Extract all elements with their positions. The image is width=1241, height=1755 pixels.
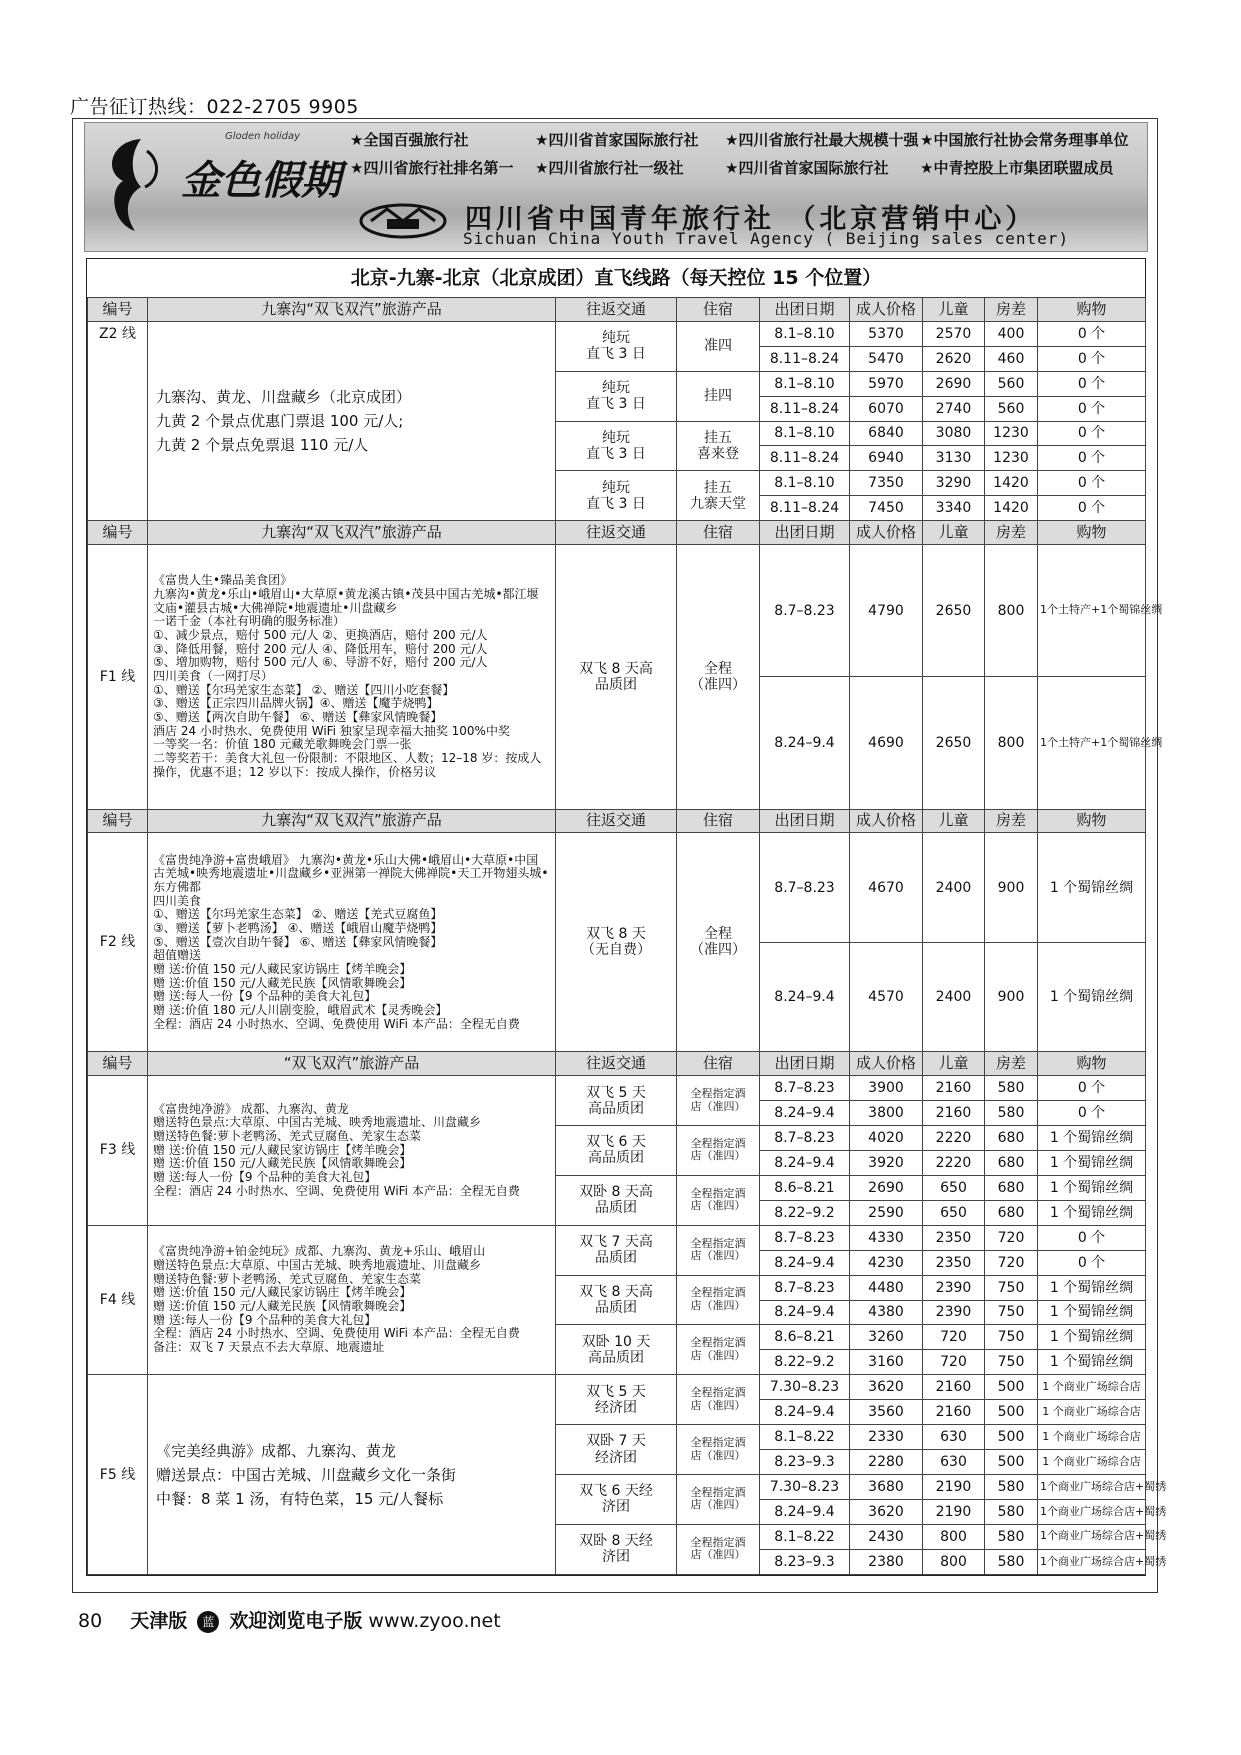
route-description: 《富贵纯净游+铂金纯玩》成都、九寨沟、黄龙+乐山、峨眉山 赠送特色景点:大草原、中国古羌城、映秀地震遗址、川盘藏乡 赠送特色餐:萝卜老鸭汤、羌式豆腐鱼、羌家生态菜 赠 送:价值 150 元/人藏民家访锅庄【烤羊晚会】 赠 送:价值 150 元/人藏羌民族【风情歌舞晚会】 赠 送:每人一份【9 个品种的美食大礼包】 全程：酒店 24 小时热水、空调、免费使用 WiFi 本产品：全程无自费 备注：双飞 7 天景点不去大草原、地震遗址 [148,1225,556,1375]
agency-name-en: Sichuan China Youth Travel Agency ( Beijing sales center) [463,229,1070,248]
honor-badge: ★四川省首家国际旅行社 [535,131,699,149]
transport-cell: 双飞 6 天经 济团 [556,1474,677,1524]
hotel-cell: 全程指定酒 店（准四） [677,1524,760,1574]
page-number: 80 [78,1610,103,1632]
welcome-text: 欢迎浏览电子版 [229,1610,363,1632]
route-description: 《富贵人生•臻品美食团》 九寨沟•黄龙•乐山•峨眉山•大草原•黄龙溪古镇•茂县中国古羌城•都江堰文庙•灌县古城•大佛禅院•地震遗址•川盘藏乡 一诺千金（本社有明确的服务标准） ①、减少景点，赔付 500 元/人 ②、更换酒店，赔付 200 元/人 ③、降低用餐，赔付 200 元/人 ④、降低用车，赔付 200 元/人 ⑤、增加购物，赔付 500 元/人 ⑥、导游不好，赔付 200 元/人 四川美食（一网打尽） ①、赠送【尔玛羌家生态菜】 ②、赠送【四川小吃套餐】 ③、赠送【正宗四川品牌火锅】④、赠送【魔芋烧鸭】 ⑤、赠送【两次自助午餐】 ⑥、赠送【彝家风情晚餐】 酒店 24 小时热水、免费使用 WiFi 独家呈现幸福大抽奖 100%中奖 一等奖一名：价值 180 元藏羌歌舞晚会门票一张 二等奖若干：美食大礼包一份限制：不限地区、人数；12–18 岁：按成人操作，优惠不退；12 岁以下：按成人操作，价格另议 [148,545,556,810]
route-code: F4 线 [88,1225,148,1375]
transport-cell: 纯玩 直飞 3 日 [556,371,677,421]
hotel-cell: 全程指定酒 店（准四） [677,1425,760,1475]
table-row: 8.24–9.4 4230 2350 720 0 个 [88,1250,1146,1275]
table-row: 8.11–8.24 6070 2740 560 0 个 [88,396,1146,421]
transport-cell: 双飞 8 天高 品质团 [556,1275,677,1325]
route-description: 《富贵纯净游+富贵峨眉》 九寨沟•黄龙•乐山大佛•峨眉山•大草原•中国古羌城•映秀地震遗址•川盘藏乡•亚洲第一禅院大佛禅院•天工开物翅头城•东方佛都 四川美食 ①、赠送【尔玛羌家生态菜】 ②、赠送【羌式豆腐鱼】 ③、赠送【萝卜老鸭汤】 ④、赠送【峨眉山魔芋烧鸭】 ⑤、赠送【壹次自助午餐】 ⑥、赠送【彝家风情晚餐】 超值赠送 赠 送:价值 150 元/人藏民家访锅庄【烤羊晚会】 赠 送:价值 150 元/人藏羌民族【风情歌舞晚会】 赠 送:每人一份【9 个品种的美食大礼包】 赠 送:价值 180 元/人川剧变脸，峨眉武术【灵秀晚会】 全程：酒店 24 小时热水、空调、免费使用 WiFi 本产品：全程无自费 [148,833,556,1052]
agency-banner [84,122,1148,252]
table-row: 8.24–9.4 3620 2190 580 1个商业广场综合店+蜀绣 [88,1499,1146,1524]
hotel-cell: 挂四 [677,371,760,421]
table-title: 北京-九寨-北京（北京成团）直飞线路（每天控位 15 个位置） [87,259,1145,298]
hotel-cell: 全程指定酒 店（准四） [677,1126,760,1176]
transport-cell: 双卧 8 天高 品质团 [556,1175,677,1225]
table-row: 8.24–9.4 3560 2160 500 1 个商业广场综合店 [88,1400,1146,1425]
butterfly-logo-icon [101,131,165,241]
table-row: 双卧 10 天 高品质团 全程指定酒 店（准四） 8.6–8.21 3260 720 750 1 个蜀锦丝绸 [88,1325,1146,1350]
table-row: F4 线 《富贵纯净游+铂金纯玩》成都、九寨沟、黄龙+乐山、峨眉山 赠送特色景点:大草原、中国古羌城、映秀地震遗址、川盘藏乡 赠送特色餐:萝卜老鸭汤、羌式豆腐鱼、羌家生态菜 赠 送:价值 150 元/人藏民家访锅庄【烤羊晚会】 赠 送:价值 150 元/人藏羌民族【风情歌舞晚会】 赠 送:每人一份【9 个品种的美食大礼包】 全程：酒店 24 小时热水、空调、免费使用 WiFi 本产品：全程无自费 备注：双飞 7 天景点不去大草原、地震遗址 双飞 7 天高 品质团 全程指定酒 店（准四） 8.7–8.23 4330 2350 720 0 个 [88,1225,1146,1250]
logo-english: Gloden holiday [225,131,301,142]
table-row: 8.24–9.4 4690 2650 800 1个土特产+1个蜀锦丝绸 [88,677,1146,809]
table-row: 8.24–9.4 4570 2400 900 1 个蜀锦丝绸 [88,942,1146,1051]
table-header-row: 编号 “双飞双汽”旅游产品 往返交通 住宿 出团日期 成人价格 儿童 房差 购物 [88,1052,1146,1076]
honor-badge: ★全国百强旅行社 [350,131,469,149]
transport-cell: 纯玩 直飞 3 日 [556,471,677,521]
table-header-row: 编号 九寨沟“双飞双汽”旅游产品 往返交通 住宿 出团日期 成人价格 儿童 房差 购物 [88,809,1146,833]
table-row: 8.24–9.4 4380 2390 750 1 个蜀锦丝绸 [88,1300,1146,1325]
edition-badge-icon: 蓝 [197,1611,219,1633]
table-row: 8.11–8.24 6940 3130 1230 0 个 [88,446,1146,471]
logo-chinese: 金色假期 [181,157,341,204]
edition-label: 天津版 [130,1610,188,1632]
table-row: F2 线 《富贵纯净游+富贵峨眉》 九寨沟•黄龙•乐山大佛•峨眉山•大草原•中国古羌城•映秀地震遗址•川盘藏乡•亚洲第一禅院大佛禅院•天工开物翅头城•东方佛都 四川美食 ①、赠送【尔玛羌家生态菜】 ②、赠送【羌式豆腐鱼】 ③、赠送【萝卜老鸭汤】 ④、赠送【峨眉山魔芋烧鸭】 ⑤、赠送【壹次自助午餐】 ⑥、赠送【彝家风情晚餐】 超值赠送 赠 送:价值 150 元/人藏民家访锅庄【烤羊晚会】 赠 送:价值 150 元/人藏羌民族【风情歌舞晚会】 赠 送:每人一份【9 个品种的美食大礼包】 赠 送:价值 180 元/人川剧变脸，峨眉武术【灵秀晚会】 全程：酒店 24 小时热水、空调、免费使用 WiFi 本产品：全程无自费 双飞 8 天 （无自费） 全程 （准四） 8.7–8.23 4670 2400 900 1 个蜀锦丝绸 [88,833,1146,942]
transport-cell: 双飞 8 天高 品质团 [556,545,677,810]
table-header-row: 编号 九寨沟“双飞双汽”旅游产品 往返交通 住宿 出团日期 成人价格 儿童 房差 购物 [88,521,1146,545]
transport-cell: 双飞 6 天 高品质团 [556,1126,677,1176]
transport-cell: 纯玩 直飞 3 日 [556,321,677,371]
page-footer [78,1606,501,1633]
table-row: 8.23–9.3 2280 630 500 1 个商业广场综合店 [88,1450,1146,1475]
honor-badge: ★中国旅行社协会常务理事单位 [920,131,1129,149]
hotel-cell: 全程 （准四） [677,833,760,1052]
table-row: 双卧 7 天 经济团 全程指定酒 店（准四） 8.1–8.22 2330 630 500 1 个商业广场综合店 [88,1425,1146,1450]
website-link[interactable]: www.zyoo.net [368,1610,501,1632]
transport-cell: 双卧 10 天 高品质团 [556,1325,677,1375]
table-row: 8.22–9.2 3160 720 750 1 个蜀锦丝绸 [88,1350,1146,1375]
table-row: F3 线 《富贵纯净游》 成都、九寨沟、黄龙 赠送特色景点:大草原、中国古羌城、映秀地震遗址、川盘藏乡 赠送特色餐:萝卜老鸭汤、羌式豆腐鱼、羌家生态菜 赠 送:价值 150 元/人藏民家访锅庄【烤羊晚会】 赠 送:价值 150 元/人藏羌民族【风情歌舞晚会】 赠 送:每人一份【9 个品种的美食大礼包】 全程：酒店 24 小时热水、空调、免费使用 WiFi 本产品：全程无自费 双飞 5 天 高品质团 全程指定酒 店（准四） 8.7–8.23 3900 2160 580 0 个 [88,1076,1146,1101]
transport-cell: 双飞 5 天 经济团 [556,1375,677,1425]
route-description: 《完美经典游》成都、九寨沟、黄龙 赠送景点：中国古羌城、川盘藏乡文化一条街 中餐：8 菜 1 汤，有特色菜，15 元/人餐标 [148,1375,556,1575]
table-row: 双飞 8 天高 品质团 全程指定酒 店（准四） 8.7–8.23 4480 2390 750 1 个蜀锦丝绸 [88,1275,1146,1300]
hotel-cell: 全程指定酒 店（准四） [677,1474,760,1524]
table-row: 8.22–9.2 2590 650 680 1 个蜀锦丝绸 [88,1200,1146,1225]
table-row: 8.24–9.4 3920 2220 680 1 个蜀锦丝绸 [88,1150,1146,1175]
route-code: F3 线 [88,1076,148,1226]
table-row: 纯玩 直飞 3 日 挂四 8.1–8.10 5970 2690 560 0 个 [88,371,1146,396]
hotel-cell: 准四 [677,321,760,371]
table-row: 双飞 6 天 高品质团 全程指定酒 店（准四） 8.7–8.23 4020 2220 680 1 个蜀锦丝绸 [88,1126,1146,1151]
hotel-cell: 全程指定酒 店（准四） [677,1175,760,1225]
honor-badge: ★四川省首家国际旅行社 [725,159,889,177]
agency-name-cn: 四川省中国青年旅行社 （北京营销中心） [465,204,1037,235]
transport-cell: 纯玩 直飞 3 日 [556,421,677,471]
table-row: 纯玩 直飞 3 日 挂五 喜来登 8.1–8.10 6840 3080 1230 0 个 [88,421,1146,446]
hotel-cell: 全程指定酒 店（准四） [677,1225,760,1275]
table-header-row: 编号 九寨沟“双飞双汽”旅游产品 往返交通 住宿 出团日期 成人价格 儿童 房差 购物 [88,298,1146,322]
hotel-cell: 挂五 喜来登 [677,421,760,471]
honor-badge: ★四川省旅行社一级社 [535,159,684,177]
transport-cell: 双飞 8 天 （无自费） [556,833,677,1052]
route-code: F2 线 [88,833,148,1052]
ad-hotline: 广告征订热线：022-2705 9905 [70,96,359,118]
transport-cell: 双卧 7 天 经济团 [556,1425,677,1475]
honor-badge: ★中青控股上市集团联盟成员 [920,159,1114,177]
hotel-cell: 全程指定酒 店（准四） [677,1375,760,1425]
honor-badge: ★四川省旅行社排名第一 [350,159,514,177]
table-row: 8.11–8.24 7450 3340 1420 0 个 [88,496,1146,521]
hotel-cell: 挂五 九寨天堂 [677,471,760,521]
table-row: 双飞 6 天经 济团 全程指定酒 店（准四） 7.30–8.23 3680 2190 580 1个商业广场综合店+蜀绣 [88,1474,1146,1499]
transport-cell: 双飞 5 天 高品质团 [556,1076,677,1126]
table-row: 8.24–9.4 3800 2160 580 0 个 [88,1101,1146,1126]
route-code: F5 线 [88,1375,148,1575]
table-row: Z2 线 九寨沟、黄龙、川盘藏乡（北京成团） 九黄 2 个景点优惠门票退 100 元/人; 九黄 2 个景点免票退 110 元/人 纯玩 直飞 3 日 准四 8.1–8.10 5370 2570 400 0 个 [88,321,1146,346]
hotel-cell: 全程指定酒 店（准四） [677,1325,760,1375]
route-description: 九寨沟、黄龙、川盘藏乡（北京成团） 九黄 2 个景点优惠门票退 100 元/人; 九黄 2 个景点免票退 110 元/人 [148,321,556,520]
price-grid [87,297,1167,1575]
route-code: F1 线 [88,545,148,810]
transport-cell: 双飞 7 天高 品质团 [556,1225,677,1275]
table-row: 8.23–9.3 2380 800 580 1个商业广场综合店+蜀绣 [88,1549,1146,1574]
hotel-cell: 全程 （准四） [677,545,760,810]
hotel-cell: 全程指定酒 店（准四） [677,1275,760,1325]
hotel-cell: 全程指定酒 店（准四） [677,1076,760,1126]
table-row: F1 线 《富贵人生•臻品美食团》 九寨沟•黄龙•乐山•峨眉山•大草原•黄龙溪古镇•茂县中国古羌城•都江堰文庙•灌县古城•大佛禅院•地震遗址•川盘藏乡 一诺千金（本社有明确的服务标准） ①、减少景点，赔付 500 元/人 ②、更换酒店，赔付 200 元/人 ③、降低用餐，赔付 200 元/人 ④、降低用车，赔付 200 元/人 ⑤、增加购物，赔付 500 元/人 ⑥、导游不好，赔付 200 元/人 四川美食（一网打尽） ①、赠送【尔玛羌家生态菜】 ②、赠送【四川小吃套餐】 ③、赠送【正宗四川品牌火锅】④、赠送【魔芋烧鸭】 ⑤、赠送【两次自助午餐】 ⑥、赠送【彝家风情晚餐】 酒店 24 小时热水、免费使用 WiFi 独家呈现幸福大抽奖 100%中奖 一等奖一名：价值 180 元藏羌歌舞晚会门票一张 二等奖若干：美食大礼包一份限制：不限地区、人数；12–18 岁：按成人操作，优惠不退；12 岁以下：按成人操作，价格另议 双飞 8 天高 品质团 全程 （准四） 8.7–8.23 4790 2650 800 1个土特产+1个蜀锦丝绸 [88,545,1146,677]
cyts-emblem-icon [357,201,449,241]
route-description: 《富贵纯净游》 成都、九寨沟、黄龙 赠送特色景点:大草原、中国古羌城、映秀地震遗址、川盘藏乡 赠送特色餐:萝卜老鸭汤、羌式豆腐鱼、羌家生态菜 赠 送:价值 150 元/人藏民家访锅庄【烤羊晚会】 赠 送:价值 150 元/人藏羌民族【风情歌舞晚会】 赠 送:每人一份【9 个品种的美食大礼包】 全程：酒店 24 小时热水、空调、免费使用 WiFi 本产品：全程无自费 [148,1076,556,1226]
table-row: 8.11–8.24 5470 2620 460 0 个 [88,346,1146,371]
table-row: 纯玩 直飞 3 日 挂五 九寨天堂 8.1–8.10 7350 3290 1420 0 个 [88,471,1146,496]
table-row: 双卧 8 天高 品质团 全程指定酒 店（准四） 8.6–8.21 2690 650 680 1 个蜀锦丝绸 [88,1175,1146,1200]
route-table [86,258,1167,1576]
transport-cell: 双卧 8 天经 济团 [556,1524,677,1574]
table-row: 双卧 8 天经 济团 全程指定酒 店（准四） 8.1–8.22 2430 800 580 1个商业广场综合店+蜀绣 [88,1524,1146,1549]
route-code: Z2 线 [88,321,148,520]
honor-badge: ★四川省旅行社最大规模十强 [725,131,919,149]
table-row: F5 线 《完美经典游》成都、九寨沟、黄龙 赠送景点：中国古羌城、川盘藏乡文化一条街 中餐：8 菜 1 汤，有特色菜，15 元/人餐标 双飞 5 天 经济团 全程指定酒 店（准四） 7.30–8.23 3620 2160 500 1 个商业广场综合店 [88,1375,1146,1400]
